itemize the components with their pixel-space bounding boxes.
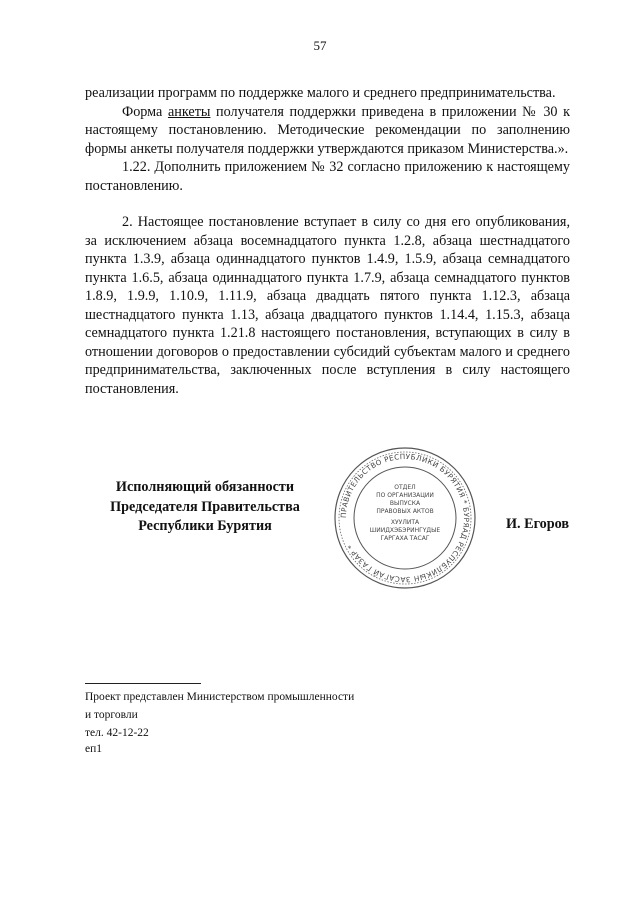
seal-text: ГАРГАХА ТАСАГ <box>380 535 430 542</box>
signatory-title-line: Республики Бурятия <box>138 518 272 534</box>
signature-block <box>85 478 325 537</box>
seal-ring-text: ПРАВИТЕЛЬСТВО РЕСПУБЛИКИ БУРЯТИЯ * БУРЯАД РЕСПУБЛИКЫН ЗАСАГАЙ ГАЗАР * <box>338 451 472 585</box>
seal-text: ШИИДХЭБЭРИНГҮДЫЕ <box>369 527 441 534</box>
official-seal-stamp <box>332 445 478 591</box>
document-body <box>85 84 570 398</box>
underlined-word: анкеты <box>167 103 211 120</box>
seal-text: ОТДЕЛ <box>394 484 416 491</box>
signatory-title-line: Исполняющий обязанности <box>115 479 295 495</box>
seal-text: ХУУЛИТА <box>390 519 420 526</box>
signatory-title-line: Председателя Правительства <box>110 498 300 515</box>
footnote <box>85 688 354 742</box>
paragraph-item-2: 2. Настоящее постановление вступает в силу со дня его опубликования, за исключением абзаца восемнадцатого пункта 1.2.8, абзаца шестнадцатого пункта 1.3.9, абзаца одиннадцатого пунктов 1.4.9, 1.5.9, абзаца семнадцатого пункта 1.6.5, абзаца одиннадцатого пункта 1.7.9, абзаца семнадцатого пунктов 1.8.9, 1.9.9, 1.10.9, 1.11.9, абзаца двадцать пятого пункта 1.12.3, абзаца шестнадцатого пункта 1.13, абзаца двадцатого пунктов 1.14.4, 1.15.3, абзаца семнадцатого пункта 1.21.8 настоящего постановления, вступающих в силу в отношении договоров о предоставлении субсидий субъектам малого и среднего предпринимательства, заключенных после вступления в силу настоящего постановления. <box>85 214 570 397</box>
footnote-line: Проект представлен Министерством промышленности <box>85 691 355 703</box>
paragraph-text: Форма <box>122 103 168 120</box>
paragraph-gap <box>85 195 570 213</box>
paragraph-form-anketa <box>85 103 570 159</box>
seal-text: ПО ОРГАНИЗАЦИИ <box>376 492 434 499</box>
footnote-divider <box>85 683 201 684</box>
page-number: 57 <box>313 38 327 53</box>
paragraph-item-1-22: 1.22. Дополнить приложением № 32 согласно приложению к настоящему постановлению. <box>85 159 570 194</box>
svg-text:ПРАВИТЕЛЬСТВО РЕСПУБЛИКИ БУРЯТ <box>339 452 471 584</box>
seal-text: ВЫПУСКА <box>389 500 421 507</box>
paragraph-text: получателя поддержки приведена в приложении № 30 к настоящему постановлению. Методические рекомендации по заполнению формы анкеты получателя поддержки утверждаются приказом Министерства.». <box>85 103 571 157</box>
document-code: еп1 <box>85 743 103 755</box>
signer-name: И. Егоров <box>506 516 570 532</box>
footnote-line: тел. 42-12-22 <box>85 727 149 739</box>
seal-text: ПРАВОВЫХ АКТОВ <box>376 508 434 515</box>
footnote-line: и торговли <box>85 709 138 721</box>
paragraph-continuation: реализации программ по поддержке малого и среднего предпринимательства. <box>85 85 556 101</box>
